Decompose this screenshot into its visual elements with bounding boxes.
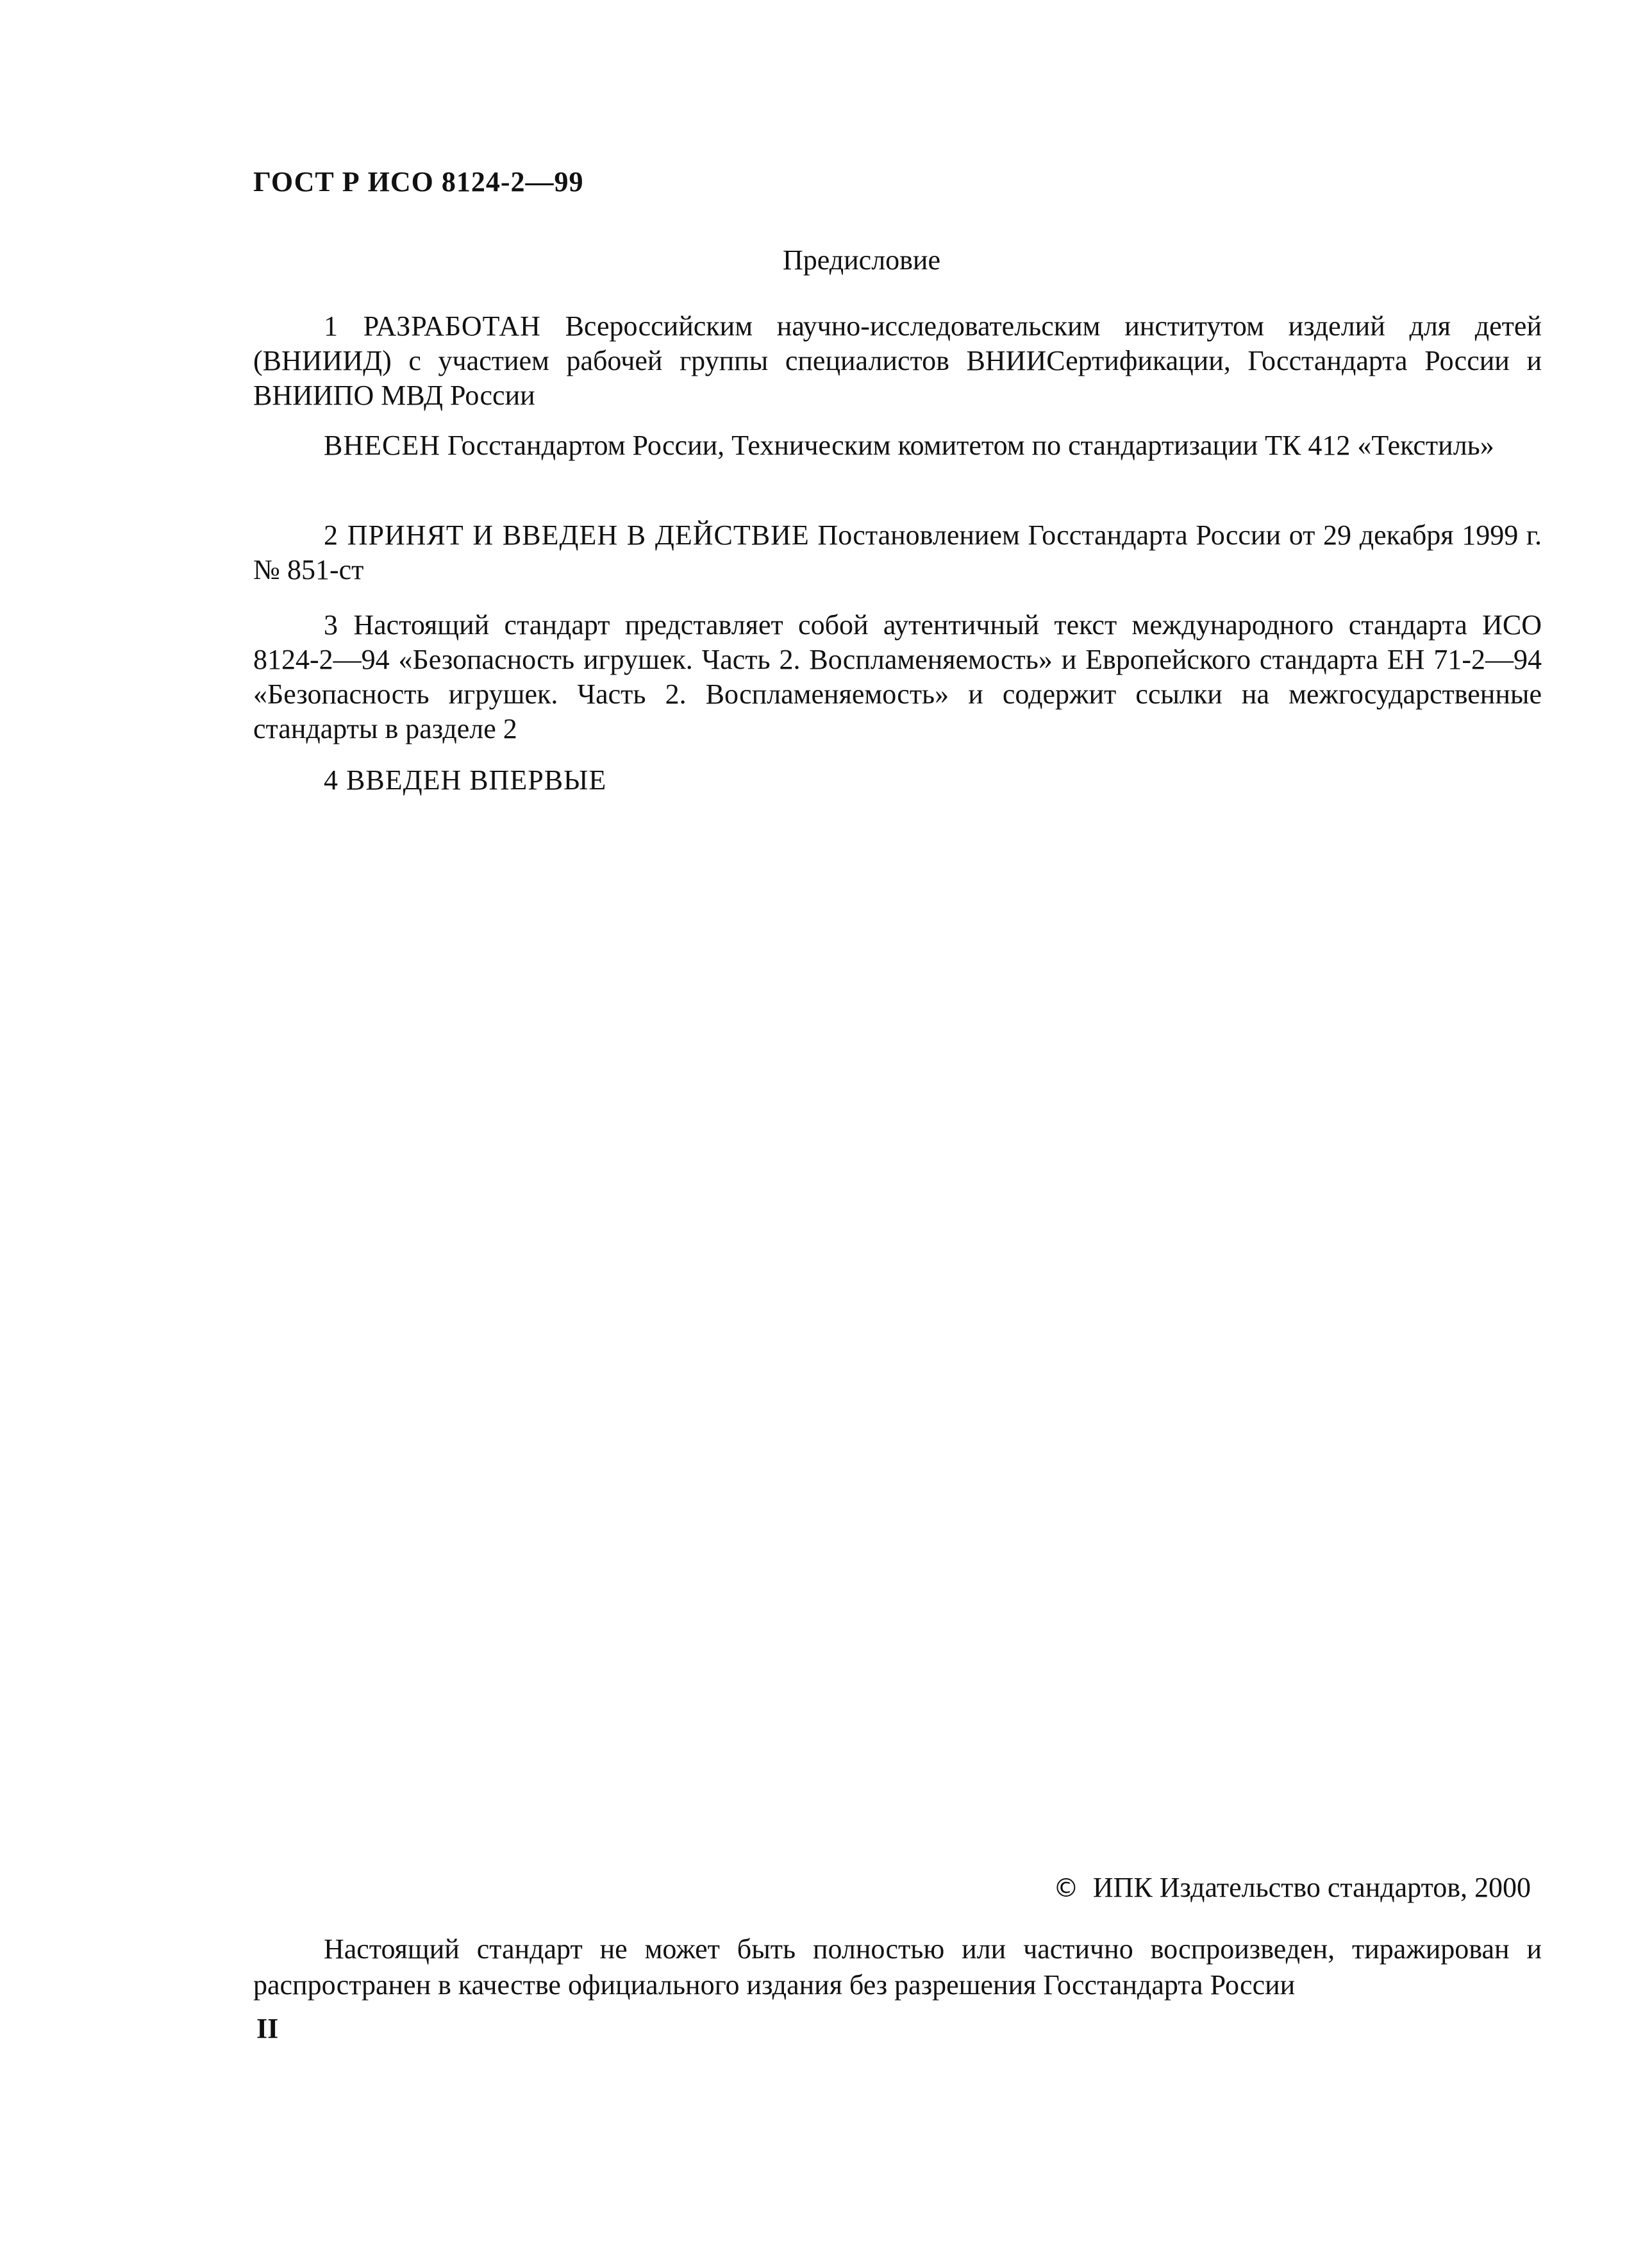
copyright-text: ИПК Издательство стандартов, 2000 [1092, 1872, 1531, 1903]
copyright-icon: © [1053, 1874, 1079, 1903]
foreword-paragraph-3 [253, 518, 1542, 587]
page-number: II [256, 2013, 279, 2044]
foreword-paragraph-1 [253, 309, 1542, 413]
paragraph-lead: 2 ПРИНЯТ И ВВЕДЕН В ДЕЙСТВИЕ [324, 519, 810, 551]
paragraph-lead: 4 ВВЕДЕН ВПЕРВЫЕ [324, 764, 607, 796]
paragraph-text: Настоящий стандарт представляет собой аутентичный текст международного стандарта ИСО 8124-2—94 «Безопасность игрушек. Часть 2. Воспламеняемость» и Европейского стандарта ЕН 71-2—94 «Безопасность игрушек. Часть 2. Воспламеняемость» и содержит ссылки на межгосударственные стандарты в разделе 2 [253, 609, 1542, 744]
paragraph-lead: 3 [324, 609, 338, 641]
reproduction-notice: Настоящий стандарт не может быть полностью или частично воспроизведен, тиражирован и распространен в качестве официального издания без разрешения Госстандарта России [253, 1933, 1542, 2001]
paragraph-lead: 1 РАЗРАБОТАН [324, 310, 541, 342]
document-code: ГОСТ Р ИСО 8124-2—99 [253, 166, 584, 197]
copyright-line [1053, 1871, 1531, 1904]
paragraph-text: Постановлением Госстандарта России от 29 декабря 1999 г. № 851-ст [253, 519, 1542, 585]
paragraph-text: Всероссийским научно-исследовательским институтом изделий для детей (ВНИИИД) с участием рабочей группы специалистов ВНИИСертификации, Госстандарта России и ВНИИПО МВД России [253, 310, 1542, 411]
section-title: Предисловие [783, 244, 940, 276]
foreword-paragraph-5 [253, 763, 1542, 798]
foreword-paragraph-4 [253, 608, 1542, 746]
foreword-paragraph-2 [253, 428, 1542, 463]
paragraph-lead: ВНЕСЕН [324, 430, 440, 461]
paragraph-text: Госстандартом России, Техническим комитетом по стандартизации ТК 412 «Текстиль» [440, 430, 1494, 461]
